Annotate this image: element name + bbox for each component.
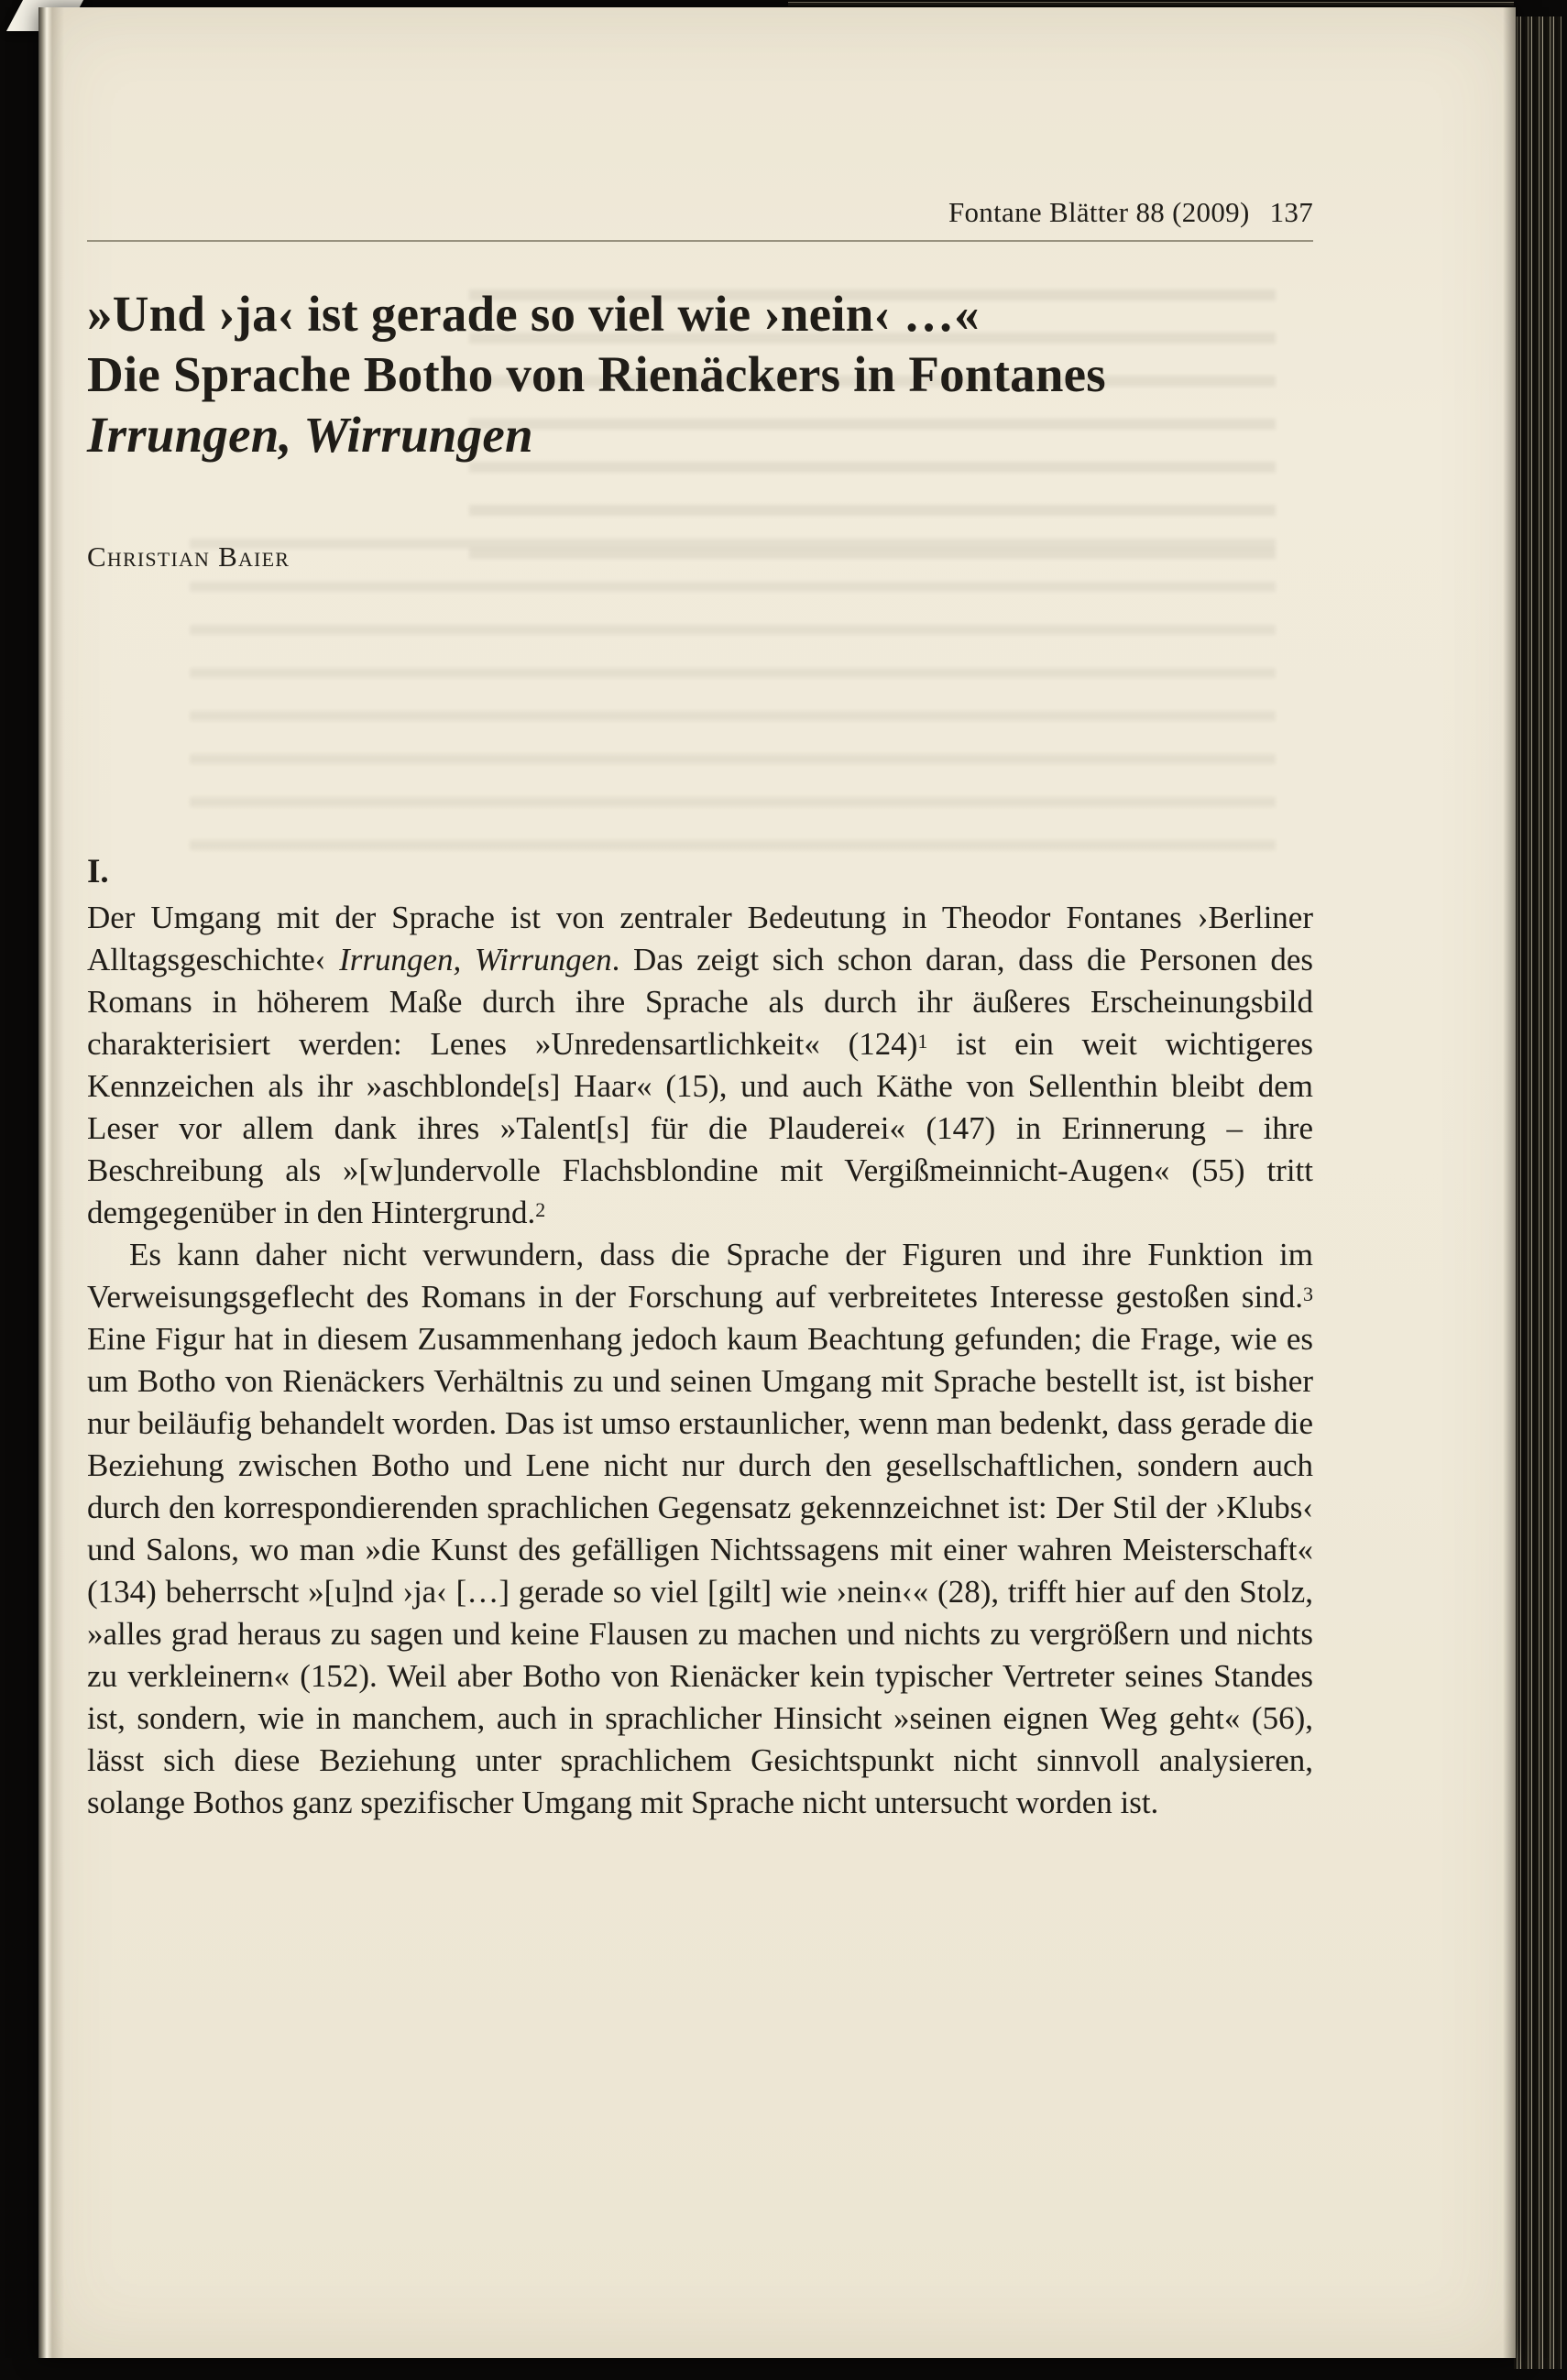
paragraph bbox=[87, 1234, 1313, 1824]
article-title-line3: Irrungen, Wirrungen bbox=[87, 407, 533, 463]
paragraph bbox=[87, 897, 1313, 1234]
journal-reference: Fontane Blätter 88 (2009) bbox=[948, 196, 1250, 228]
author-name: Christian Baier bbox=[87, 540, 290, 573]
text-run: Irrungen, Wirrungen bbox=[339, 942, 612, 977]
article-body bbox=[87, 897, 1313, 1824]
journal-page bbox=[38, 7, 1516, 2358]
text-column bbox=[87, 7, 1313, 1824]
running-header bbox=[87, 196, 1313, 229]
footnote-marker: 1 bbox=[917, 1030, 928, 1053]
footnote-marker: 2 bbox=[535, 1198, 546, 1221]
text-run: . Das zeigt sich schon daran, dass die Personen des Romans in höherem Maße durch ihre Sprache als durch ihr äußeres Erscheinungsbild charakterisiert werden: Lenes »Unredensartlichkeit« (124) bbox=[87, 942, 1314, 1062]
section-heading: I. bbox=[87, 853, 109, 890]
article-title-line2: Die Sprache Botho von Rienäckers in Fontanes bbox=[87, 346, 1106, 402]
article-title-line1: »Und ›ja‹ ist gerade so viel wie ›nein‹ …« bbox=[87, 286, 980, 342]
text-run: ist ein weit wichtigeres Kennzeichen als ihr »aschblonde[s] Haar« (15), und auch Käthe von Sellenthin bleibt dem Leser vor allem dank ihres »Talent[s] für die Plauderei« (147) in Erinnerung – ihre Beschreibung als »[w]undervolle Flachsblondine mit Vergißmeinnicht-Augen« (55) tritt demgegenüber in den Hintergrund. bbox=[87, 1026, 1313, 1230]
text-run: Eine Figur hat in diesem Zusammenhang jedoch kaum Beachtung gefunden; die Frage, wie es um Botho von Rienäckers Verhältnis zu und seinen Umgang mit Sprache bestellt ist, ist bisher nur beiläufig behandelt worden. Das ist umso erstaunlicher, wenn man bedenkt, dass gerade die Beziehung zwischen Botho und Lene nicht nur durch den gesellschaftlichen, sondern auch durch den korrespondierenden sprachlichen Gegensatz gekennzeichnet ist: Der Stil der ›Klubs‹ und Salons, wo man »die Kunst des gefälligen Nichtssagens mit einer wahren Meisterschaft« (134) beherrscht »[u]nd ›ja‹ […] gerade so viel [gilt] wie ›nein‹« (28), trifft hier auf den Stolz, »alles grad heraus zu sagen und keine Flausen zu machen und nichts zu vergrößern und nichts zu verkleinern« (152). Weil aber Botho von Rienäcker kein typischer Vertreter seines Standes ist, sondern, wie in manchem, auch in sprachlicher Hinsicht »seinen eignen Weg geht« (56), lässt sich diese Beziehung unter sprachlichem Gesichtspunkt nicht sinnvoll analysieren, solange Bothos ganz spezifischer Umgang mit Sprache nicht untersucht worden ist. bbox=[87, 1321, 1313, 1820]
article-title bbox=[87, 284, 1313, 465]
page-number: 137 bbox=[1269, 196, 1313, 228]
footnote-marker: 3 bbox=[1303, 1283, 1313, 1305]
text-run: Der Umgang mit der Sprache ist von zentraler Bedeutung in Theodor Fontanes ›Berliner Alltagsgeschichte‹ bbox=[87, 900, 1313, 977]
page-stack-fore-edge bbox=[1514, 16, 1562, 2369]
text-run: Es kann daher nicht verwundern, dass die Sprache der Figuren und ihre Funktion im Verweisungsgeflecht des Romans in der Forschung auf verbreitetes Interesse gestoßen sind. bbox=[87, 1237, 1313, 1315]
header-rule bbox=[87, 240, 1313, 242]
